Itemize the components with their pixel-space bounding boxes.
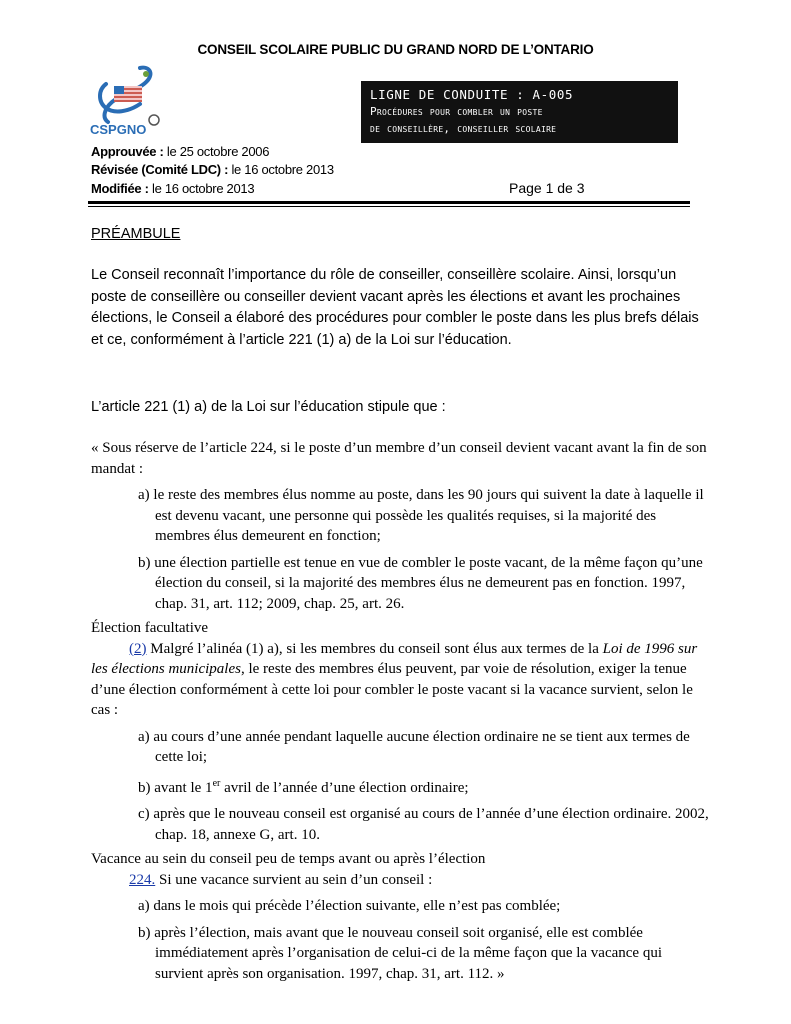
- preamble-title: PRÉAMBULE: [91, 226, 181, 242]
- law-item-224a: a) dans le mois qui précède l’élection suivante, elle n’est pas comblée;: [138, 898, 561, 914]
- policy-title-line1: Procédures pour combler un poste: [370, 105, 543, 118]
- law-item-2c: c) après que le nouveau conseil est organisé au cours de l’année d’une élection ordinaire. 2002, chap. 18, annexe G, art. 10.: [138, 806, 709, 843]
- link-section-224[interactable]: 224.: [129, 871, 156, 888]
- law-excerpt: [91, 438, 711, 984]
- revised-label: Révisée (Comité LDC) :: [91, 162, 229, 177]
- page-number: Page 1 de 3: [509, 180, 585, 196]
- law-paragraph-1: « Sous réserve de l’article 224, si le poste d’un membre d’un conseil devient vacant avant la fin de son mandat :: [91, 440, 707, 477]
- cspgno-logo: [88, 62, 164, 138]
- law-paragraph-2: (2) Malgré l’alinéa (1) a), si les membres du conseil sont élus aux termes de la Loi de 1996 sur les élections municipales, le reste des membres élus peuvent, par voie de résolution, exiger la tenue d’une élection conformément à cette loi pour combler le poste vacant si la vacance survient, selon le cas :: [91, 640, 698, 718]
- approved-label: Approuvée :: [91, 144, 164, 159]
- revised-line: [91, 162, 334, 177]
- policy-code: LIGNE DE CONDUITE : A-005: [370, 87, 574, 102]
- law-item-1a: a) le reste des membres élus nomme au poste, dans les 90 jours qui suivent la date à laquelle il est devenu vacant, une personne qui possède les qualités requises, si la majorité des membres élus demeurent en fonction;: [138, 487, 704, 544]
- optional-election-heading: Élection facultative: [91, 620, 209, 636]
- law-item-2b: b) avant le 1er avril de l’année d’une élection ordinaire;: [138, 777, 469, 796]
- approved-value: le 25 octobre 2006: [163, 144, 270, 159]
- revised-value: le 16 octobre 2013: [228, 162, 334, 177]
- modified-line: [91, 181, 254, 196]
- law-item-1b: b) une élection partielle est tenue en vue de combler le poste vacant, de la même façon qu’une élection du conseil, si la majorité des membres élus ne demeurent pas en fonction. 1997, chap. 31, art. 112; 2009, chap. 25, art. 26.: [138, 554, 703, 612]
- link-subsection-2[interactable]: (2): [129, 640, 147, 657]
- law-item-2a: a) au cours d’une année pendant laquelle aucune élection ordinaire ne se tient aux termes de cette loi;: [138, 728, 690, 765]
- logo-text: CSPGNO: [90, 122, 147, 137]
- policy-title-box: [361, 81, 678, 143]
- policy-title-line2: de conseillère, conseiller scolaire: [370, 122, 557, 135]
- modified-label: Modifiée :: [91, 181, 149, 196]
- vacancy-heading: Vacance au sein du conseil peu de temps avant ou après l’élection: [91, 851, 486, 867]
- header-rule-thick: [88, 201, 690, 204]
- law-item-224b: b) après l’élection, mais avant que le nouveau conseil soit organisé, elle est comblée immédiatement après l’organisation de celui-ci de la même façon que la vacance qui survient après son organisation. 1997, chap. 31, art. 112. »: [138, 924, 663, 982]
- law-paragraph-224: 224. Si une vacance survient au sein d’un conseil :: [129, 871, 433, 888]
- modified-value: le 16 octobre 2013: [148, 181, 255, 196]
- preamble-paragraph: Le Conseil reconnaît l’importance du rôle de conseiller, conseillère scolaire. Ainsi, lorsqu’un poste de conseillère ou conseiller devient vacant après les élections et avant les prochaines élections, le Conseil a élaboré des procédures pour combler le poste dans les plus brefs délais et ce, conformément à l’article 221 (1) a) de la Loi sur l’éducation.: [91, 267, 699, 348]
- preamble-intro: L’article 221 (1) a) de la Loi sur l’éducation stipule que :: [91, 399, 446, 415]
- header-rule-thin: [88, 206, 690, 207]
- organization-title: CONSEIL SCOLAIRE PUBLIC DU GRAND NORD DE L’ONTARIO: [197, 42, 594, 57]
- approved-line: [91, 144, 269, 159]
